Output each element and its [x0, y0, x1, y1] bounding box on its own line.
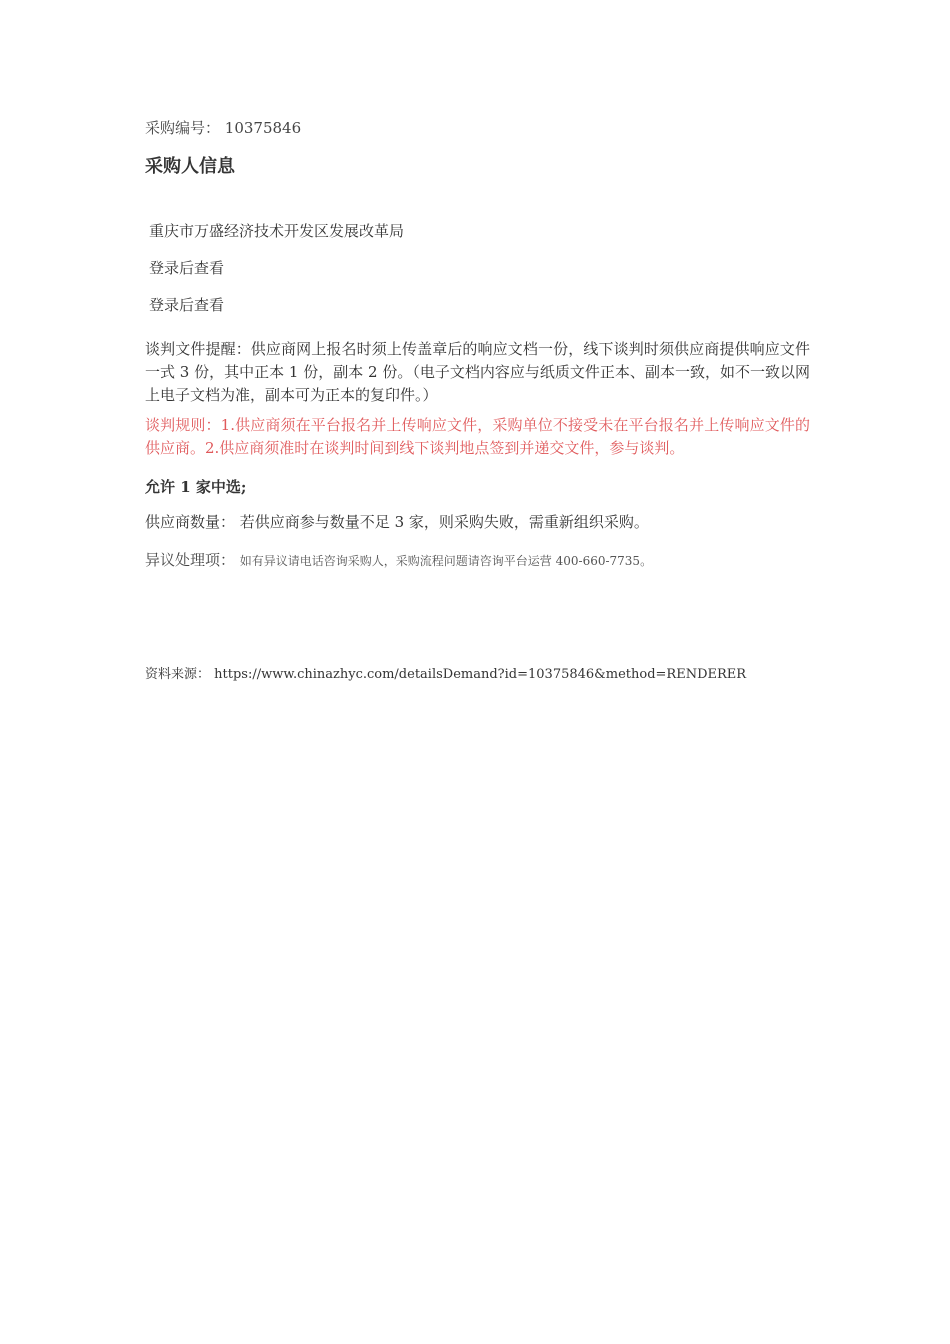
procurement-number-label: 采购编号： — [145, 119, 221, 137]
purchaser-contact-placeholder: 登录后查看 — [149, 259, 225, 277]
purchaser-org-name: 重庆市万盛经济技术开发区发展改革局 — [149, 222, 405, 240]
objection-line — [145, 549, 652, 570]
source-url: https://www.chinazhyc.com/detailsDemand?id=10375846&method=RENDERER — [214, 667, 747, 682]
procurement-number-value: 10375846 — [224, 119, 302, 137]
procurement-number-line — [145, 117, 301, 138]
negotiation-rules: 谈判规则：1.供应商须在平台报名并上传响应文件，采购单位不接受未在平台报名并上传响应文件的供应商。2.供应商须准时在谈判时间到线下谈判地点签到并递交文件，参与谈判。 — [145, 416, 810, 457]
purchaser-info-block — [149, 220, 404, 331]
objection-label: 异议处理项： — [145, 551, 236, 569]
purchaser-info-title: 采购人信息 — [145, 156, 235, 177]
objection-value: 如有异议请电话咨询采购人，采购流程问题请咨询平台运营 400-660-7735。 — [239, 554, 653, 568]
source-line — [145, 663, 746, 682]
supplier-count-label: 供应商数量： — [145, 513, 236, 531]
source-label: 资料来源： — [145, 667, 211, 682]
negotiation-notice: 谈判文件提醒：供应商网上报名时须上传盖章后的响应文档一份，线下谈判时须供应商提供响应文件一式 3 份，其中正本 1 份，副本 2 份。（电子文档内容应与纸质文件正本、副本一致，如不一致以网上电子文档为准，副本可为正本的复印件。） — [145, 340, 810, 404]
supplier-count-value: 若供应商参与数量不足 3 家，则采购失败，需重新组织采购。 — [239, 513, 649, 531]
selection-allow: 允许 1 家中选; — [145, 478, 247, 496]
supplier-count-line — [145, 511, 649, 532]
purchaser-phone-placeholder: 登录后查看 — [149, 296, 225, 314]
